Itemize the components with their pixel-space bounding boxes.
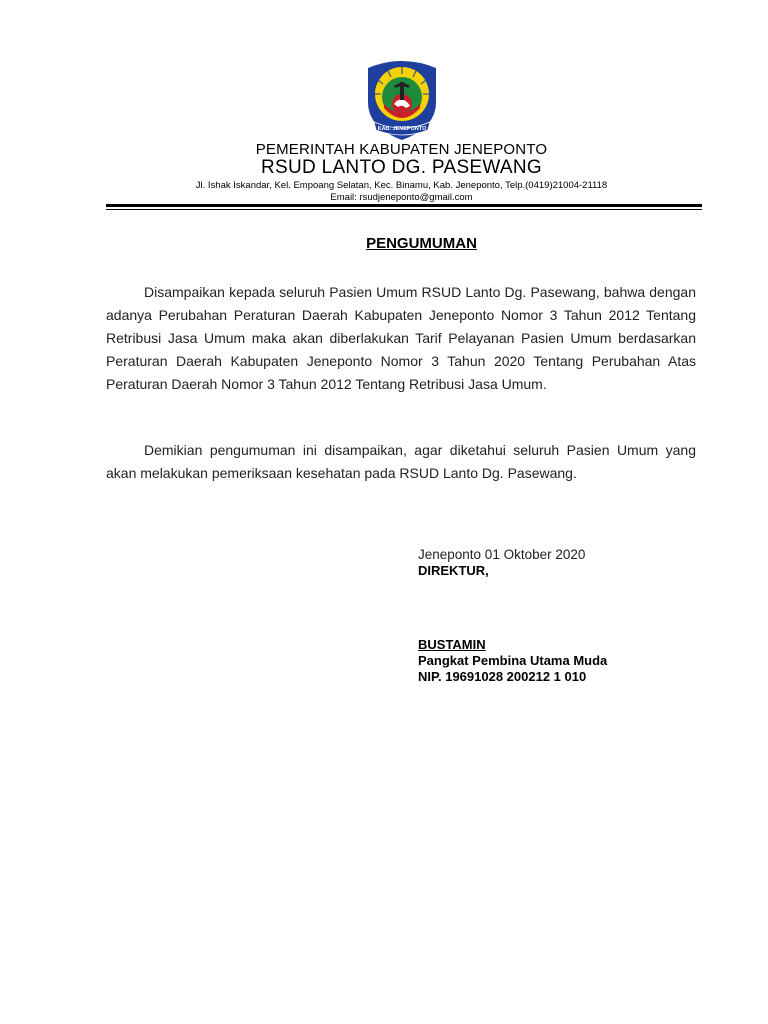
signatory-rank: Pangkat Pembina Utama Muda [418,653,608,668]
government-name: PEMERINTAH KABUPATEN JENEPONTO [255,141,548,158]
hospital-address: Jl. Ishak Iskandar, Kel. Empoang Selatan, Kec. Binamu, Kab. Jeneponto, Telp.(0419)21004-21118 [195,180,608,191]
header-divider-thick [106,204,702,207]
signatory-name: BUSTAMIN [418,637,486,652]
signature-place-date: Jeneponto 01 Oktober 2020 [418,547,586,562]
document-title: PENGUMUMAN [366,235,477,252]
regency-emblem-icon [360,58,444,142]
body-paragraph: Demikian pengumuman ini disampaikan, agar diketahui seluruh Pasien Umum yang akan melakukan pemeriksaan kesehatan pada RSUD Lanto Dg. Pasewang. [106,442,696,481]
header-divider-thin [106,209,702,210]
emblem-ribbon-text: KAB. JENEPONTO [377,126,427,132]
hospital-name: RSUD LANTO DG. PASEWANG [260,157,543,178]
hospital-email: Email: rsudjeneponto@gmail.com [330,192,473,203]
signature-title: DIREKTUR, [418,563,489,578]
signatory-nip: NIP. 19691028 200212 1 010 [418,669,587,684]
body-paragraph: Disampaikan kepada seluruh Pasien Umum RSUD Lanto Dg. Pasewang, bahwa dengan adanya Perubahan Peraturan Daerah Kabupaten Jeneponto Nomor 3 Tahun 2012 Tentang Retribusi Jasa Umum maka akan diberlakukan Tarif Pelayanan Pasien Umum berdasarkan Peraturan Daerah Kabupaten Jeneponto Nomor 3 Tahun 2020 Tentang Perubahan Atas Peraturan Daerah Nomor 3 Tahun 2012 Tentang Retribusi Jasa Umum. [106,284,696,392]
